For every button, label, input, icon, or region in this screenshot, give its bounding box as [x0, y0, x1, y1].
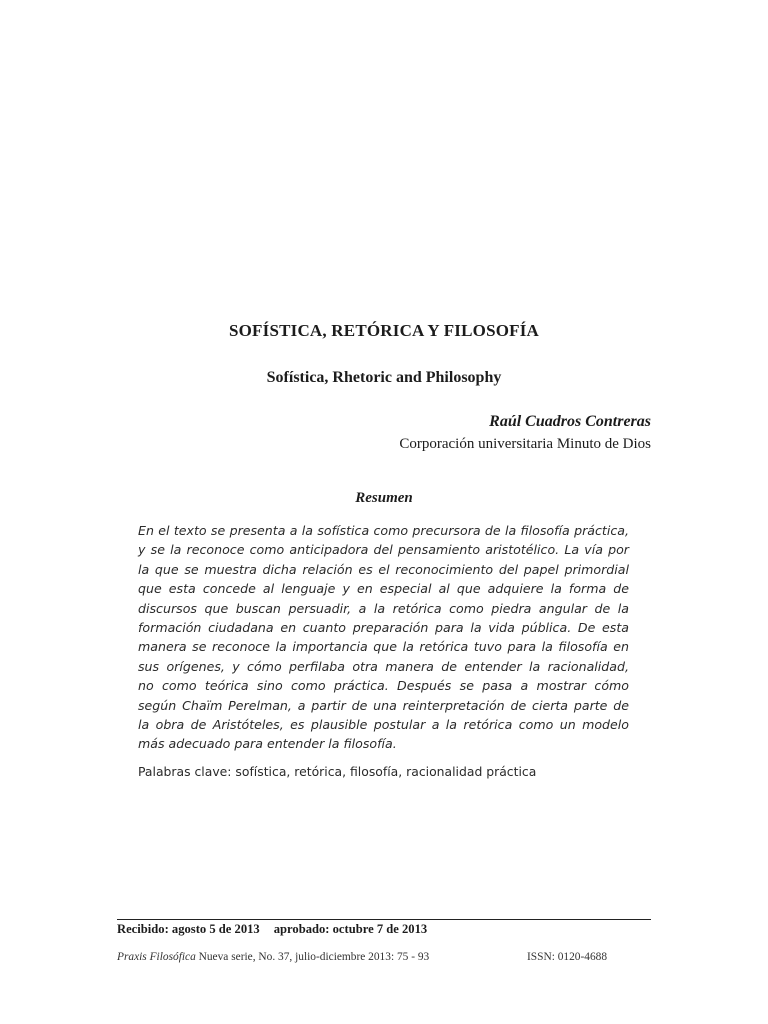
- abstract-line: manera se reconoce la importancia que la retórica tuvo para la filosofía en: [138, 639, 629, 655]
- abstract-line: discursos que buscan persuadir, a la retórica como piedra angular de la: [138, 600, 629, 616]
- abstract-line: según Chaïm Perelman, a partir de una reinterpretación de cierta parte de: [138, 697, 629, 713]
- footer-divider: [117, 919, 651, 920]
- issn: ISSN: 0120-4688: [527, 951, 608, 963]
- paper-title: SOFÍSTICA, RETÓRICA Y FILOSOFÍA: [228, 321, 540, 340]
- paper-subtitle: Sofística, Rhetoric and Philosophy: [266, 369, 502, 386]
- submission-dates: [117, 922, 427, 937]
- abstract-line: más adecuado para entender la filosofía.: [138, 736, 397, 752]
- journal-citation: [117, 951, 429, 963]
- abstract-line: En el texto se presenta a la sofística como precursora de la filosofía práctica,: [138, 523, 629, 538]
- author-affiliation: Corporación universitaria Minuto de Dios: [399, 436, 651, 452]
- abstract-heading: Resumen: [355, 490, 413, 506]
- author-name: Raúl Cuadros Contreras: [489, 413, 651, 430]
- approved-date: aprobado: octubre 7 de 2013: [273, 922, 428, 936]
- journal-name: Praxis Filosófica: [117, 951, 196, 963]
- keywords: Palabras clave: sofística, retórica, filosofía, racionalidad práctica: [138, 764, 537, 779]
- journal-details: Nueva serie, No. 37, julio-diciembre 2013: 75 - 93: [195, 951, 430, 963]
- abstract-line: la que se muestra dicha relación es el reconocimiento del papel primordial: [138, 561, 629, 577]
- abstract-line: y se la reconoce como anticipadora del pensamiento aristotélico. La vía por: [138, 542, 629, 558]
- abstract-body: [138, 521, 629, 754]
- received-date: Recibido: agosto 5 de 2013: [117, 922, 260, 936]
- abstract-line: la obra de Aristóteles, es plausible postular a la retórica como un modelo: [138, 717, 629, 733]
- abstract-line: formación ciudadana en cuanto preparación para la vida pública. De esta: [138, 620, 629, 636]
- abstract-line: no como teórica sino como práctica. Después se pasa a mostrar cómo: [138, 678, 629, 694]
- abstract-line: que esta concede al lenguaje y en especial al que adquiere la forma de: [138, 581, 629, 597]
- abstract-line: sus orígenes, y cómo perfilaba otra manera de entender la racionalidad,: [138, 658, 629, 674]
